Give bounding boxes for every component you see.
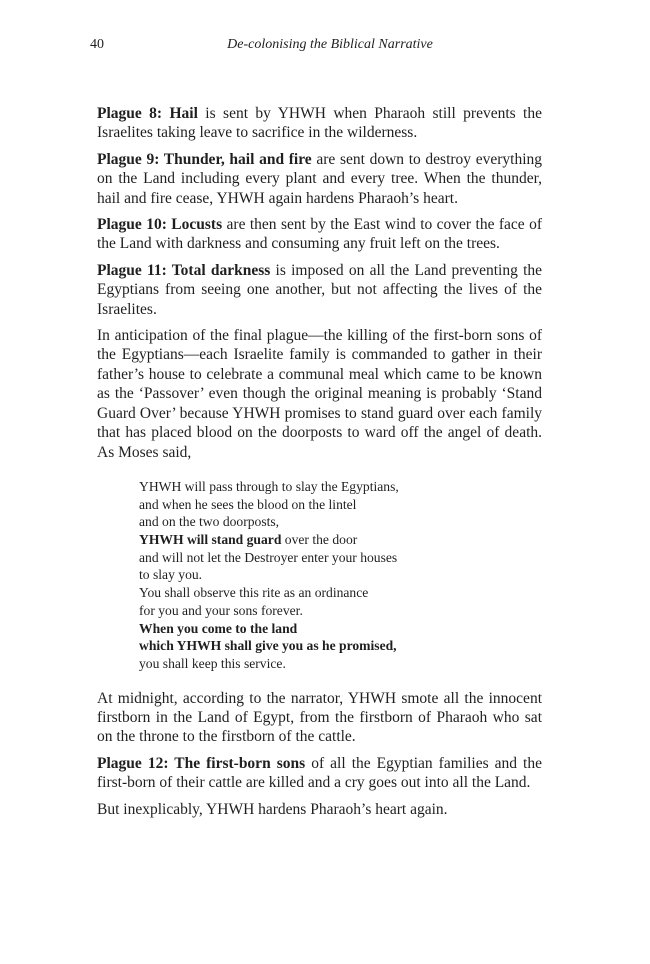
- paragraph-plague-11: [97, 261, 542, 319]
- block-quote: [139, 478, 542, 673]
- paragraph-plague-9: [97, 150, 542, 208]
- quote-line: You shall observe this rite as an ordinance: [139, 585, 369, 601]
- plague-8-text: is sent by YHWH when Pharaoh still prevents the Israelites taking leave to sacrifice in the wilderness.: [97, 105, 542, 142]
- quote-line: to slay you.: [139, 567, 203, 583]
- quote-line-bold: When you come to the land: [139, 620, 298, 636]
- paragraph-plague-12: [97, 754, 542, 793]
- quote-emphasis: YHWH will stand guard: [139, 532, 282, 548]
- midnight-text: At midnight, according to the narrator, YHWH smote all the innocent firstborn in the Land of Egypt, from the firstborn of Pharaoh who sat on the throne to the firstborn of the cattle.: [97, 689, 542, 746]
- plague-9-text: are sent down to destroy everything on the Land including every plant and every tree. When the thunder, hail and fire cease, YHWH again hardens Pharaoh’s heart.: [97, 150, 543, 207]
- plague-11-text: is imposed on all the Land preventing the Egyptians from seeing one another, but not affecting the lives of the Israelites.: [97, 261, 543, 318]
- paragraph-passover: [97, 326, 542, 462]
- quote-line: for you and your sons forever.: [139, 602, 303, 618]
- paragraph-plague-8: [97, 104, 542, 143]
- closing-text: But inexplicably, YHWH hardens Pharaoh’s heart again.: [97, 800, 448, 818]
- plague-12-text: of all the Egyptian families and the first-born of their cattle are killed and a cry goes out into all the Land.: [97, 754, 542, 792]
- body-text: [97, 104, 542, 826]
- quote-line: YHWH will pass through to slay the Egyptians,: [139, 478, 399, 494]
- quote-line: you shall keep this service.: [139, 655, 286, 671]
- page-number: 40: [90, 37, 104, 52]
- quote-line-stand-guard: [139, 531, 542, 549]
- plague-12-heading: Plague 12: The first-born sons: [97, 754, 306, 772]
- quote-line-bold: which YHWH shall give you as he promised,: [139, 638, 397, 654]
- paragraph-midnight: [97, 689, 542, 747]
- plague-11-heading: Plague 11: Total darkness: [97, 261, 271, 279]
- quote-line-rest: over the door: [284, 532, 358, 548]
- plague-10-heading: Plague 10: Locusts: [97, 216, 223, 234]
- plague-8-heading: Plague 8: Hail: [97, 105, 198, 122]
- quote-line: and when he sees the blood on the lintel: [139, 496, 357, 512]
- plague-10-text: are then sent by the East wind to cover the face of the Land with darkness and consuming any fruit left on the trees.: [97, 216, 543, 253]
- plague-9-heading: Plague 9: Thunder, hail and fire: [97, 150, 312, 168]
- passover-text: In anticipation of the final plague—the killing of the first-born sons of the Egyptians—each Israelite family is commanded to gather in their father’s house to celebrate a communal meal which came to be known as the ‘Passover’ even though the original meaning is probably ‘Stand Guard Over’ because YHWH promises to stand guard over each family that has placed blood on the doorposts to ward off the angel of death. As Moses said,: [97, 327, 542, 461]
- quote-line: and will not let the Destroyer enter your houses: [139, 549, 398, 565]
- paragraph-closing: [97, 800, 542, 819]
- running-title: De-colonising the Biblical Narrative: [227, 37, 433, 52]
- paragraph-plague-10: [97, 215, 542, 254]
- quote-line: and on the two doorposts,: [139, 514, 280, 530]
